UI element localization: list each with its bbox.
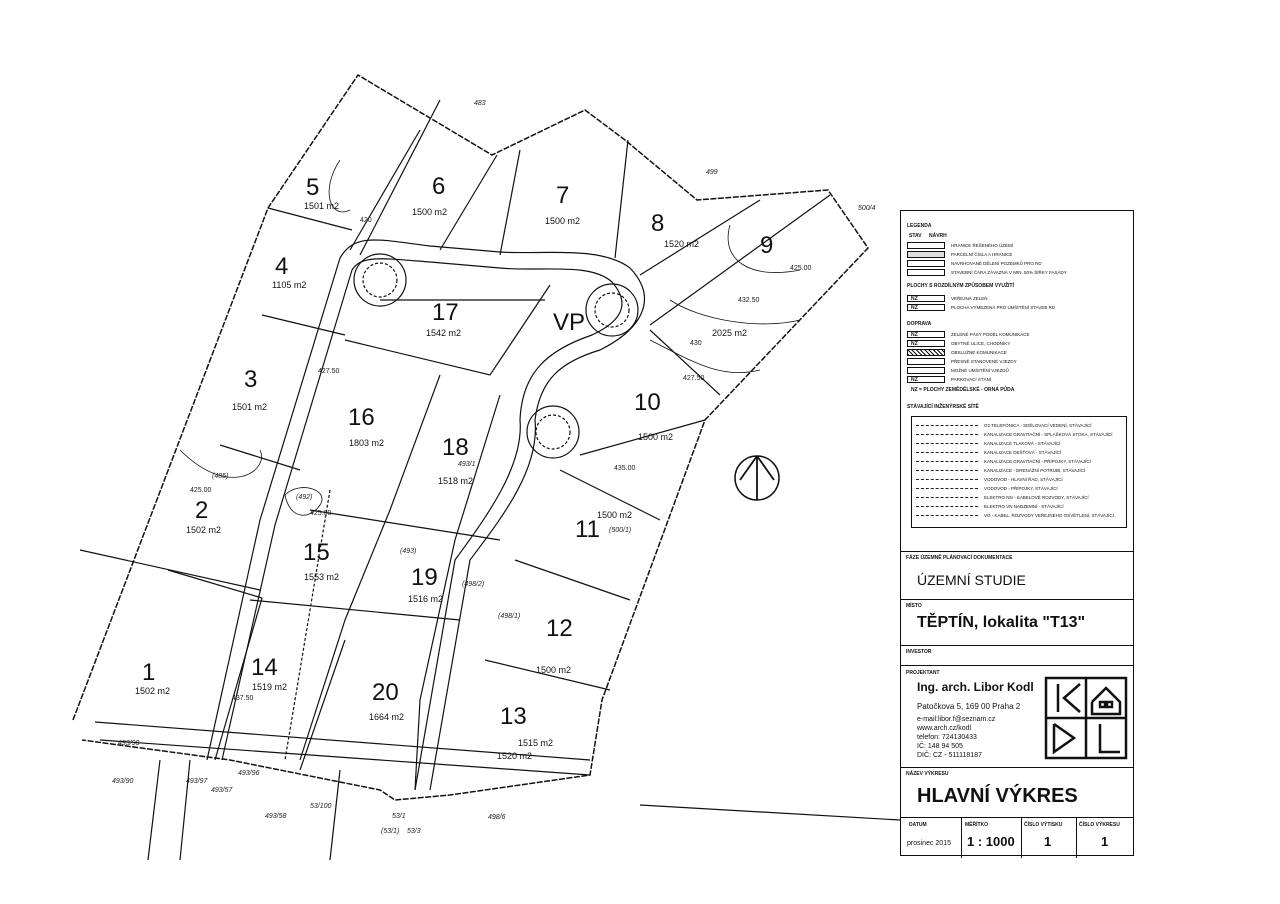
plot-7-number: 7	[556, 182, 570, 209]
legend-item-text: PARCELNÍ ČÍSLA A HRANICE	[951, 252, 1013, 257]
legend-col-navrh: NÁVRH	[929, 233, 947, 239]
parcel-id: 53/1	[392, 813, 406, 820]
legend-item-text: STAVEBNÍ ČÁRA ZÁVAZNÁ V MIN. 50% ŠÍŘKY FASÁDY	[951, 270, 1067, 275]
network-row	[916, 502, 1064, 510]
contour-label: 430	[690, 340, 702, 347]
sheet-value: 1	[1101, 834, 1109, 849]
plot-20-number: 20	[372, 679, 399, 706]
parcel-id: 53/100	[310, 803, 332, 810]
investor-label: INVESTOR	[906, 649, 932, 655]
network-row	[916, 421, 1092, 429]
drawing-label: NÁZEV VÝKRESU	[906, 771, 949, 777]
plot-7-area: 1500 m2	[545, 216, 581, 226]
legend-item-text: PLOCHA VYMEZENÁ PRO UMÍSTĚNÍ STAVEB RD	[951, 305, 1056, 310]
plot-6-area: 1500 m2	[412, 207, 448, 217]
site-boundary	[73, 75, 868, 800]
date-label: DATUM	[909, 822, 927, 828]
plot-15-area: 1553 m2	[304, 572, 340, 582]
drawing-title: HLAVNÍ VÝKRES	[917, 785, 1078, 807]
designer-address: Patočkova 5, 169 00 Praha 2	[917, 702, 1021, 711]
legend-row	[907, 330, 1030, 339]
designer-phone: telefon: 724130433	[917, 734, 977, 741]
plot-9-number: 9	[760, 232, 774, 259]
legend-code: NZ	[911, 332, 919, 338]
legend-row	[907, 294, 988, 303]
contour-label: 427.50	[318, 368, 340, 375]
contour-label: 427.50	[683, 375, 705, 382]
plot-2-area: 1502 m2	[186, 525, 222, 535]
plot-10-area: 1500 m2	[638, 432, 674, 442]
legend-nz-note: NZ = PLOCHY ZEMĚDĚLSKÉ - ORNÁ PŮDA	[911, 387, 1015, 393]
parcel-id: 493/57	[211, 787, 233, 794]
plot-13-area: 1515 m2	[518, 738, 554, 748]
print-value: 1	[1044, 834, 1052, 849]
phase-label: FÁZE ÚZEMNĚ PLÁNOVACÍ DOKUMENTACE	[906, 555, 1013, 561]
tree-icon	[354, 254, 406, 306]
plot-2-number: 2	[195, 497, 209, 524]
network-row	[916, 457, 1091, 465]
plot-8-number: 8	[651, 210, 665, 237]
parcel-id: (485)	[212, 473, 229, 480]
plot-17-number: 17	[432, 299, 459, 326]
plot-12-area: 1500 m2	[536, 665, 572, 675]
north-arrow-icon	[735, 456, 779, 500]
plot-3-area: 1501 m2	[232, 402, 268, 412]
public-space-label: VP	[553, 309, 586, 336]
network-item-text: KANALIZACE GRAVITAČNÍ - PŘÍPOJKY, STÁVAJÍCÍ	[984, 458, 1091, 464]
plot-11-number: 11	[575, 516, 600, 543]
legend-item-text: HRANICE ŘEŠENÉHO ÚZEMÍ	[951, 243, 1014, 248]
legend-row	[907, 259, 1042, 268]
parcel-id: 493/96	[238, 770, 260, 777]
legend-code: NZ	[911, 296, 919, 302]
drawing-title-section	[901, 767, 1133, 817]
scale-label: MĚŘÍTKO	[965, 822, 989, 828]
legend-item-text: MOŽNÉ UMÍSTĚNÍ VJEZDŮ	[951, 368, 1009, 373]
legend-item-text: OBYTNÉ ULICE, CHODNÍKY	[951, 341, 1011, 346]
designer-email: e-mail:libor.f@seznam.cz	[917, 716, 996, 723]
plot-6-number: 6	[432, 173, 446, 200]
plot-3-number: 3	[244, 366, 258, 393]
legend-col-stav: STAV	[909, 233, 922, 239]
designer-label: PROJEKTANT	[906, 670, 940, 676]
parcel-id: (53/1)	[381, 828, 400, 835]
legend-code: NZ	[911, 305, 919, 311]
network-row	[916, 448, 1061, 456]
tree-icon	[586, 284, 638, 336]
plot-8-area: 1520 m2	[664, 239, 700, 249]
designer-section	[901, 665, 1133, 767]
parcel-id: 483	[474, 100, 486, 107]
designer-dic: DIČ: CZ - 511118187	[917, 752, 982, 759]
networks-legend	[911, 416, 1127, 528]
parcel-id: 493/58	[265, 813, 287, 820]
network-row	[916, 466, 1085, 474]
parcel-id: 500/4	[858, 205, 876, 212]
network-item-text: KANALIZACE GRAVITAČNÍ - SPLAŠKOVÁ STOKA, STÁVAJÍCÍ	[984, 431, 1113, 437]
legend-row	[907, 357, 1017, 366]
place-label: MÍSTO	[906, 603, 922, 609]
designer-web: www.arch.cz/kodl	[917, 725, 972, 732]
date-value: prosinec 2015	[907, 840, 951, 847]
plot-14-area: 1519 m2	[252, 682, 288, 692]
plot-18-area: 1518 m2	[438, 476, 474, 486]
legend-code: NZ	[911, 341, 919, 347]
plot-4-number: 4	[275, 253, 289, 280]
plot-9-area: 2025 m2	[712, 328, 748, 338]
legend-row	[907, 348, 1007, 357]
contour-label: 437.50	[232, 695, 254, 702]
legend-row	[907, 241, 1013, 250]
network-item-text: KANALIZACE TLAKOVÁ - STÁVAJÍCÍ	[984, 440, 1061, 446]
legend-row	[907, 268, 1067, 277]
legend-section-areas: PLOCHY S ROZDÍLNÝM ZPŮSOBEM VYUŽITÍ	[907, 283, 1014, 289]
phase-section	[901, 551, 1133, 599]
plot-20-area: 1664 m2	[369, 712, 405, 722]
meta-section	[901, 817, 1133, 857]
parcel-id: (493)	[400, 548, 417, 555]
legend-item-text: VEŘEJNÁ ZELEŇ	[951, 296, 988, 301]
parcel-id: 493/98	[118, 740, 140, 747]
legend-item-text: PŘESNĚ STANOVENÉ VJEZDY	[951, 359, 1017, 364]
network-item-text: VODOVOD - PŘÍPOJKY, STÁVAJÍCÍ	[984, 485, 1058, 491]
investor-section	[901, 645, 1133, 665]
legend-title: LEGENDA	[907, 223, 932, 229]
contour-label: 425.00	[310, 510, 332, 517]
plot-12-number: 12	[546, 615, 573, 642]
designer-name: Ing. arch. Libor Kodl	[917, 680, 1034, 694]
legend-item-text: OBSLUŽNÉ KOMUNIKACE	[951, 350, 1007, 355]
title-block	[900, 210, 1134, 856]
network-row	[916, 511, 1114, 519]
plot-13-number: 13	[500, 703, 527, 730]
contour-label: 425.00	[790, 265, 812, 272]
parcel-id: 498/6	[488, 814, 506, 821]
parcel-id: 493/1	[458, 461, 476, 468]
network-item-text: KANALIZACE - DRENÁŽNÍ POTRUBÍ, STÁVAJÍCÍ	[984, 467, 1086, 473]
plot-1-area: 1502 m2	[135, 686, 171, 696]
plot-19-area: 1516 m2	[408, 594, 444, 604]
network-item-text: VODOVOD - HLAVNÍ ŘAD, STÁVAJÍCÍ	[984, 476, 1063, 482]
plot-18-number: 18	[442, 434, 469, 461]
plot-15-number: 15	[303, 539, 330, 566]
plot-14-number: 14	[251, 654, 278, 681]
phase-value: ÚZEMNÍ STUDIE	[917, 572, 1026, 588]
network-row	[916, 493, 1089, 501]
network-item-text: ELEKTRO NN - KABELOVÉ ROZVODY, STÁVAJÍCÍ	[984, 494, 1089, 500]
parcel-id: (498/1)	[498, 613, 521, 620]
plot-5-number: 5	[306, 174, 320, 201]
place-section	[901, 599, 1133, 645]
network-row	[916, 430, 1112, 438]
legend-section-transport: DOPRAVA	[907, 321, 932, 327]
plot-13-extra-area: 1520 m2	[497, 751, 533, 761]
parcel-id: 493/97	[186, 778, 208, 785]
print-label: ČÍSLO VÝTISKU	[1024, 822, 1063, 828]
kodl-logo	[1044, 676, 1128, 760]
legend-code: NZ	[911, 377, 919, 383]
scale-value: 1 : 1000	[967, 834, 1015, 849]
plot-4-area: 1105 m2	[272, 280, 307, 290]
contour-label: 432.50	[738, 297, 760, 304]
legend-item-text: ZELENÉ PÁSY PODÉL KOMUNIKACE	[951, 332, 1030, 337]
plot-10-number: 10	[634, 389, 661, 416]
plot-16-number: 16	[348, 404, 375, 431]
legend-row	[907, 339, 1010, 348]
network-row	[916, 484, 1058, 492]
parcel-id: (492)	[296, 494, 313, 501]
legend-item-text: NAVRHOVANÉ DĚLENÍ POZEMKŮ PRO RD	[951, 261, 1042, 266]
contour-label: 435.00	[614, 465, 636, 472]
legend-row	[907, 366, 1009, 375]
network-row	[916, 439, 1060, 447]
designer-ic: IČ: 148 94 505	[917, 743, 963, 750]
legend-item-text: PARKOVACÍ STÁNÍ	[951, 377, 992, 382]
network-item-text: VO - KABEL. ROZVODY VEŘEJNÉHO OSVĚTLENÍ, STÁVAJÍCÍ	[984, 512, 1114, 518]
parcel-id: 493/90	[112, 778, 134, 785]
place-value: TĚPTÍN, lokalita "T13"	[917, 614, 1086, 631]
plot-16-area: 1803 m2	[349, 438, 385, 448]
network-item-text: ELEKTRO VN NADZEMNÍ - STÁVAJÍCÍ	[984, 503, 1064, 509]
network-row	[916, 475, 1063, 483]
legend-row	[907, 303, 1055, 312]
plot-19-number: 19	[411, 564, 438, 591]
parcel-id: 499	[706, 169, 718, 176]
parcel-id: (498/2)	[462, 581, 485, 588]
legend-section-networks: STÁVAJÍCÍ INŽENÝRSKÉ SÍTĚ	[907, 404, 979, 410]
network-item-text: KANALIZACE DEŠŤOVÁ - STÁVAJÍCÍ	[984, 449, 1062, 455]
legend-row	[907, 250, 1012, 259]
parcel-id: (500/1)	[609, 527, 632, 534]
plot-1-number: 1	[142, 659, 156, 686]
sheet-label: ČÍSLO VÝKRESU	[1079, 822, 1120, 828]
contour-label: 420	[360, 217, 372, 224]
network-item-text: O2 TELEFÓNICA - SDĚLOVACÍ VEDENÍ, STÁVAJÍCÍ	[984, 422, 1092, 428]
parcel-id: 53/3	[407, 828, 421, 835]
plot-17-area: 1542 m2	[426, 328, 462, 338]
legend-row	[907, 375, 991, 384]
plot-5-area: 1501 m2	[304, 201, 340, 211]
plot-11-area: 1500 m2	[597, 510, 633, 520]
contour-label: 425.00	[190, 487, 212, 494]
